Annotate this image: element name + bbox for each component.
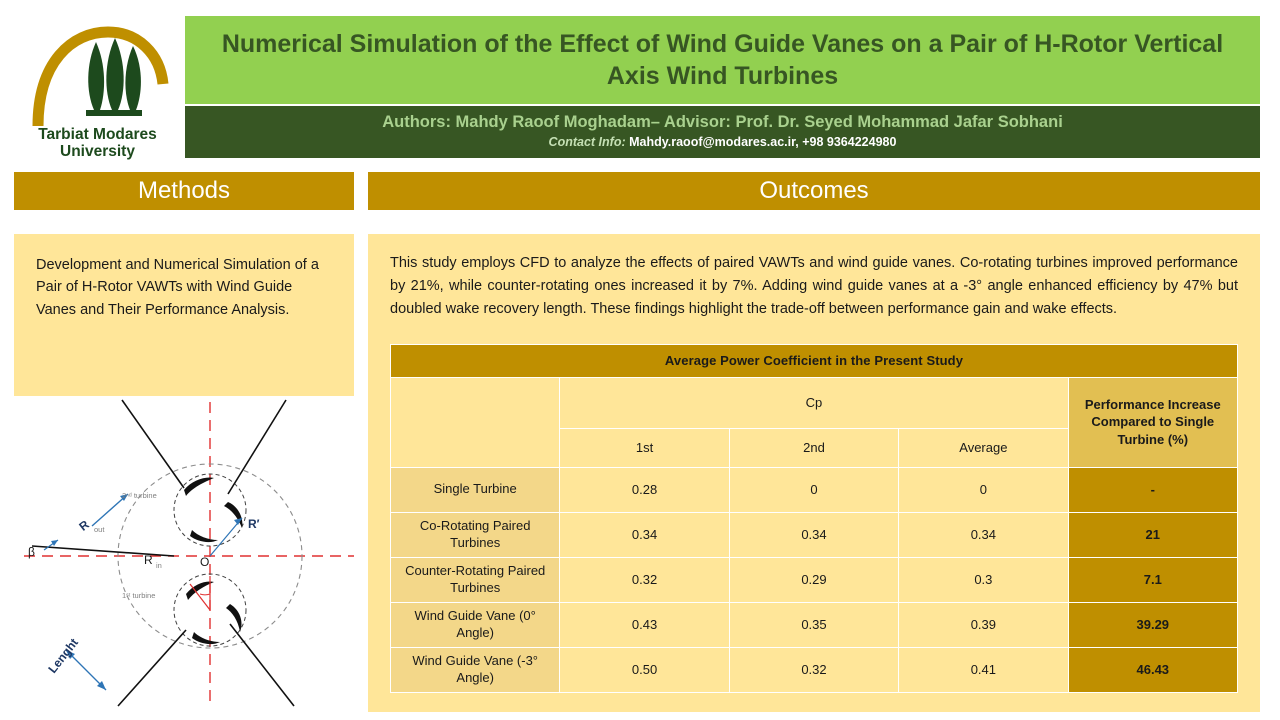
cell-second: 0.32 — [729, 647, 898, 692]
diagram-svg — [14, 398, 354, 710]
turbine-1-blades — [186, 582, 242, 645]
logo-text-line1: Tarbiat Modares — [38, 126, 157, 143]
cell-first: 0.34 — [560, 512, 729, 557]
svg-text:R: R — [76, 517, 92, 534]
outcomes-section-heading: Outcomes — [368, 172, 1260, 210]
table-subheader-2nd: 2nd — [729, 428, 898, 467]
label-length — [45, 636, 106, 690]
cell-performance: - — [1068, 467, 1237, 512]
authors-bar — [185, 106, 1260, 158]
cell-performance: 21 — [1068, 512, 1237, 557]
svg-text:Lenght: Lenght — [45, 635, 81, 676]
table-title-row — [391, 344, 1238, 377]
label-turbine-2: 2ⁿᵈ turbine — [122, 491, 157, 500]
results-table-wrapper — [390, 344, 1238, 693]
contact-value: Mahdy.raoof@modares.ac.ir, +98 9364224980 — [629, 135, 897, 150]
logo-text — [20, 126, 175, 161]
svg-text:R: R — [144, 553, 153, 567]
cell-first: 0.50 — [560, 647, 729, 692]
cell-performance: 39.29 — [1068, 602, 1237, 647]
table-corner-cell — [391, 377, 560, 467]
svg-text:in: in — [156, 561, 162, 570]
table-group-header-cp: Cp — [560, 377, 1068, 428]
contact-label: Contact Info: — [548, 135, 626, 150]
row-label: Wind Guide Vane (0° Angle) — [391, 602, 560, 647]
cell-average: 0.41 — [899, 647, 1068, 692]
poster-title-bar — [185, 16, 1260, 104]
label-r-out — [76, 494, 128, 534]
outcomes-body-text: This study employs CFD to analyze the effects of paired VAWTs and wind guide vanes. Co-rotating turbines improved performance by 21%, while counter-rotating ones increased it by 7%. Adding wind guide vanes at a -3° angle enhanced efficiency by 47% but doubled wake recovery length. These findings highlight the trade-off between performance gain and wake effects. — [390, 255, 1238, 318]
table-subheader-1st: 1st — [560, 428, 729, 467]
cell-average: 0 — [899, 467, 1068, 512]
average-power-coefficient-table — [390, 344, 1238, 693]
cell-average: 0.34 — [899, 512, 1068, 557]
cell-first: 0.32 — [560, 557, 729, 602]
table-row — [391, 602, 1238, 647]
cell-average: 0.39 — [899, 602, 1068, 647]
row-label: Co-Rotating Paired Turbines — [391, 512, 560, 557]
cell-second: 0.35 — [729, 602, 898, 647]
cell-performance: 7.1 — [1068, 557, 1237, 602]
logo-mark-icon — [20, 14, 175, 134]
university-logo — [20, 14, 175, 164]
page-title: Numerical Simulation of the Effect of Wind Guide Vanes on a Pair of H-Rotor Vertical Axis Wind Turbines — [221, 30, 1224, 90]
logo-text-line2: University — [60, 143, 135, 161]
methods-body-text: Development and Numerical Simulation of a Pair of H-Rotor VAWTs with Wind Guide Vanes and Their Performance Analysis. — [36, 257, 319, 318]
table-header-row-1 — [391, 377, 1238, 428]
row-label: Single Turbine — [391, 467, 560, 512]
svg-text:out: out — [94, 525, 105, 534]
table-subheader-average: Average — [899, 428, 1068, 467]
cell-performance: 46.43 — [1068, 647, 1237, 692]
contact-line — [185, 134, 1260, 150]
table-title: Average Power Coefficient in the Present Study — [391, 344, 1238, 377]
label-turbine-1: 1ˢᵗ turbine — [122, 591, 156, 600]
svg-text:β: β — [28, 545, 35, 559]
cell-first: 0.43 — [560, 602, 729, 647]
outcomes-panel — [368, 234, 1260, 712]
methods-panel — [14, 234, 354, 396]
table-row — [391, 512, 1238, 557]
row-label: Counter-Rotating Paired Turbines — [391, 557, 560, 602]
turbine-2-blades — [184, 478, 242, 543]
methods-section-heading: Methods — [14, 172, 354, 210]
cell-second: 0.34 — [729, 512, 898, 557]
table-header-performance: Performance Increase Compared to Single Turbine (%) — [1068, 377, 1237, 467]
svg-text:R′: R′ — [248, 517, 260, 531]
cell-second: 0.29 — [729, 557, 898, 602]
support-struts — [32, 400, 294, 706]
table-row — [391, 557, 1238, 602]
label-origin: O — [200, 555, 210, 569]
cell-average: 0.3 — [899, 557, 1068, 602]
row-label: Wind Guide Vane (-3° Angle) — [391, 647, 560, 692]
table-row — [391, 467, 1238, 512]
turbine-pair-geometry-diagram — [14, 398, 354, 710]
cell-first: 0.28 — [560, 467, 729, 512]
cell-second: 0 — [729, 467, 898, 512]
authors-line: Authors: Mahdy Raoof Moghadam– Advisor: Prof. Dr. Seyed Mohammad Jafar Sobhani — [382, 113, 1063, 131]
table-row — [391, 647, 1238, 692]
